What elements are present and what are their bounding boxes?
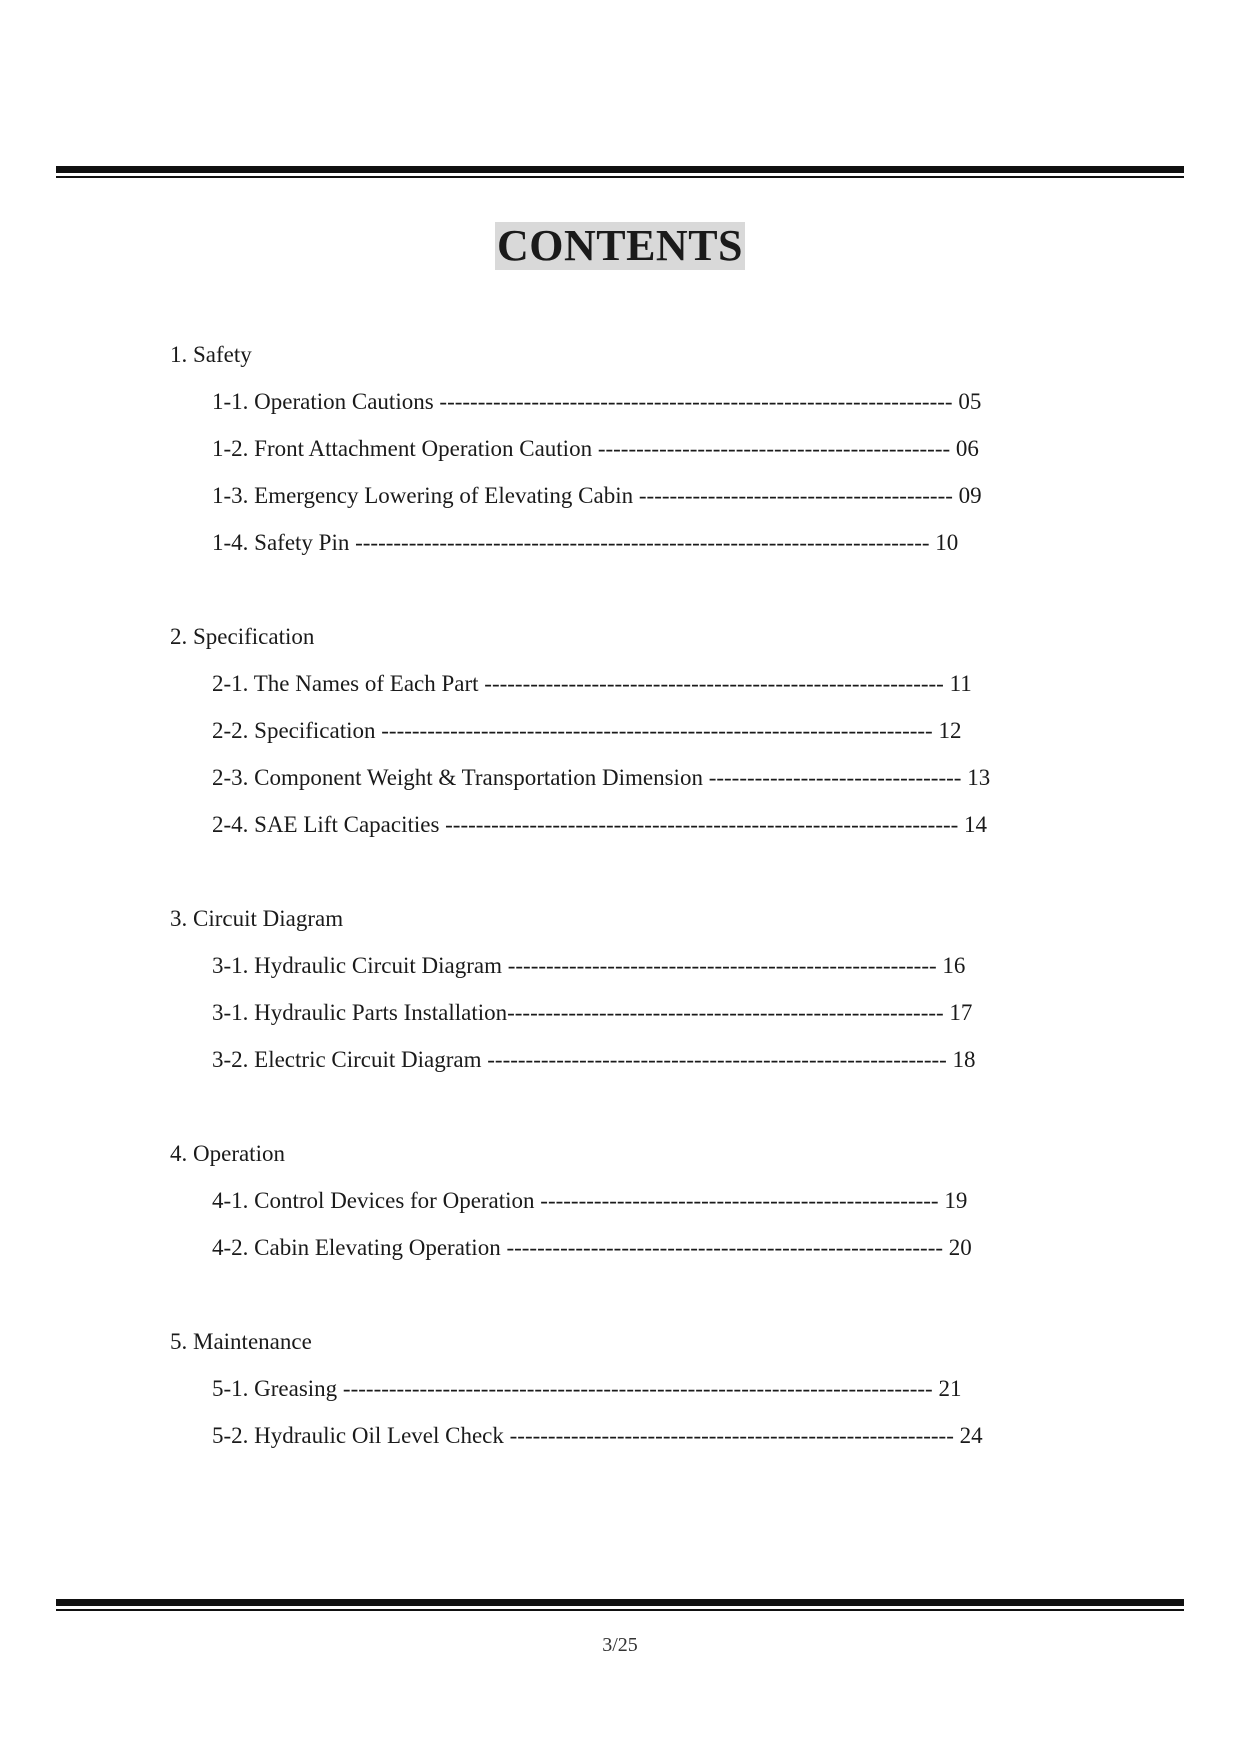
- toc-entry[interactable]: 3-2. Electric Circuit Diagram ------------------------------------------------------------ 18: [212, 1047, 976, 1072]
- section-title-circuit-diagram: 3. Circuit Diagram: [170, 906, 344, 931]
- toc-entry[interactable]: 3-1. Hydraulic Circuit Diagram -------------------------------------------------------- 16: [212, 953, 966, 978]
- toc-entry[interactable]: 3-1. Hydraulic Parts Installation--------------------------------------------------------- 17: [212, 1000, 973, 1025]
- toc-entry[interactable]: 1-1. Operation Cautions ------------------------------------------------------------------- 05: [212, 389, 982, 414]
- page-title: CONTENTS: [496, 221, 744, 270]
- section-title-safety: 1. Safety: [170, 342, 252, 367]
- section-title-specification: 2. Specification: [170, 624, 315, 649]
- bottom-rule-thin-line: [56, 1609, 1184, 1611]
- page-number: 3/25: [602, 1634, 638, 1656]
- top-rule-thin-line: [56, 176, 1184, 178]
- top-rule: [56, 166, 1184, 178]
- toc-entry[interactable]: 1-4. Safety Pin --------------------------------------------------------------------------- 10: [212, 530, 959, 555]
- toc-entry[interactable]: 2-4. SAE Lift Capacities ------------------------------------------------------------------- 14: [212, 812, 988, 837]
- toc-entry[interactable]: 1-2. Front Attachment Operation Caution ---------------------------------------------- 06: [212, 436, 979, 461]
- toc-entry[interactable]: 4-2. Cabin Elevating Operation --------------------------------------------------------- 20: [212, 1235, 972, 1260]
- toc-entry[interactable]: 4-1. Control Devices for Operation ---------------------------------------------------- 19: [212, 1188, 968, 1213]
- title-container: [0, 222, 1240, 270]
- bottom-rule: [56, 1599, 1184, 1611]
- bottom-rule-thick-line: [56, 1599, 1184, 1606]
- toc-entry[interactable]: 2-3. Component Weight & Transportation Dimension --------------------------------- 13: [212, 765, 991, 790]
- section-title-maintenance: 5. Maintenance: [170, 1329, 312, 1354]
- toc-entry[interactable]: 2-1. The Names of Each Part ------------------------------------------------------------ 11: [212, 671, 972, 696]
- toc-entry[interactable]: 1-3. Emergency Lowering of Elevating Cabin ----------------------------------------- 09: [212, 483, 982, 508]
- section-title-operation: 4. Operation: [170, 1141, 285, 1166]
- toc-entry[interactable]: 2-2. Specification ------------------------------------------------------------------------ 12: [212, 718, 962, 743]
- top-rule-thick-line: [56, 166, 1184, 173]
- toc-entry[interactable]: 5-2. Hydraulic Oil Level Check ---------------------------------------------------------- 24: [212, 1423, 983, 1448]
- toc-entry[interactable]: 5-1. Greasing ----------------------------------------------------------------------------- 21: [212, 1376, 962, 1401]
